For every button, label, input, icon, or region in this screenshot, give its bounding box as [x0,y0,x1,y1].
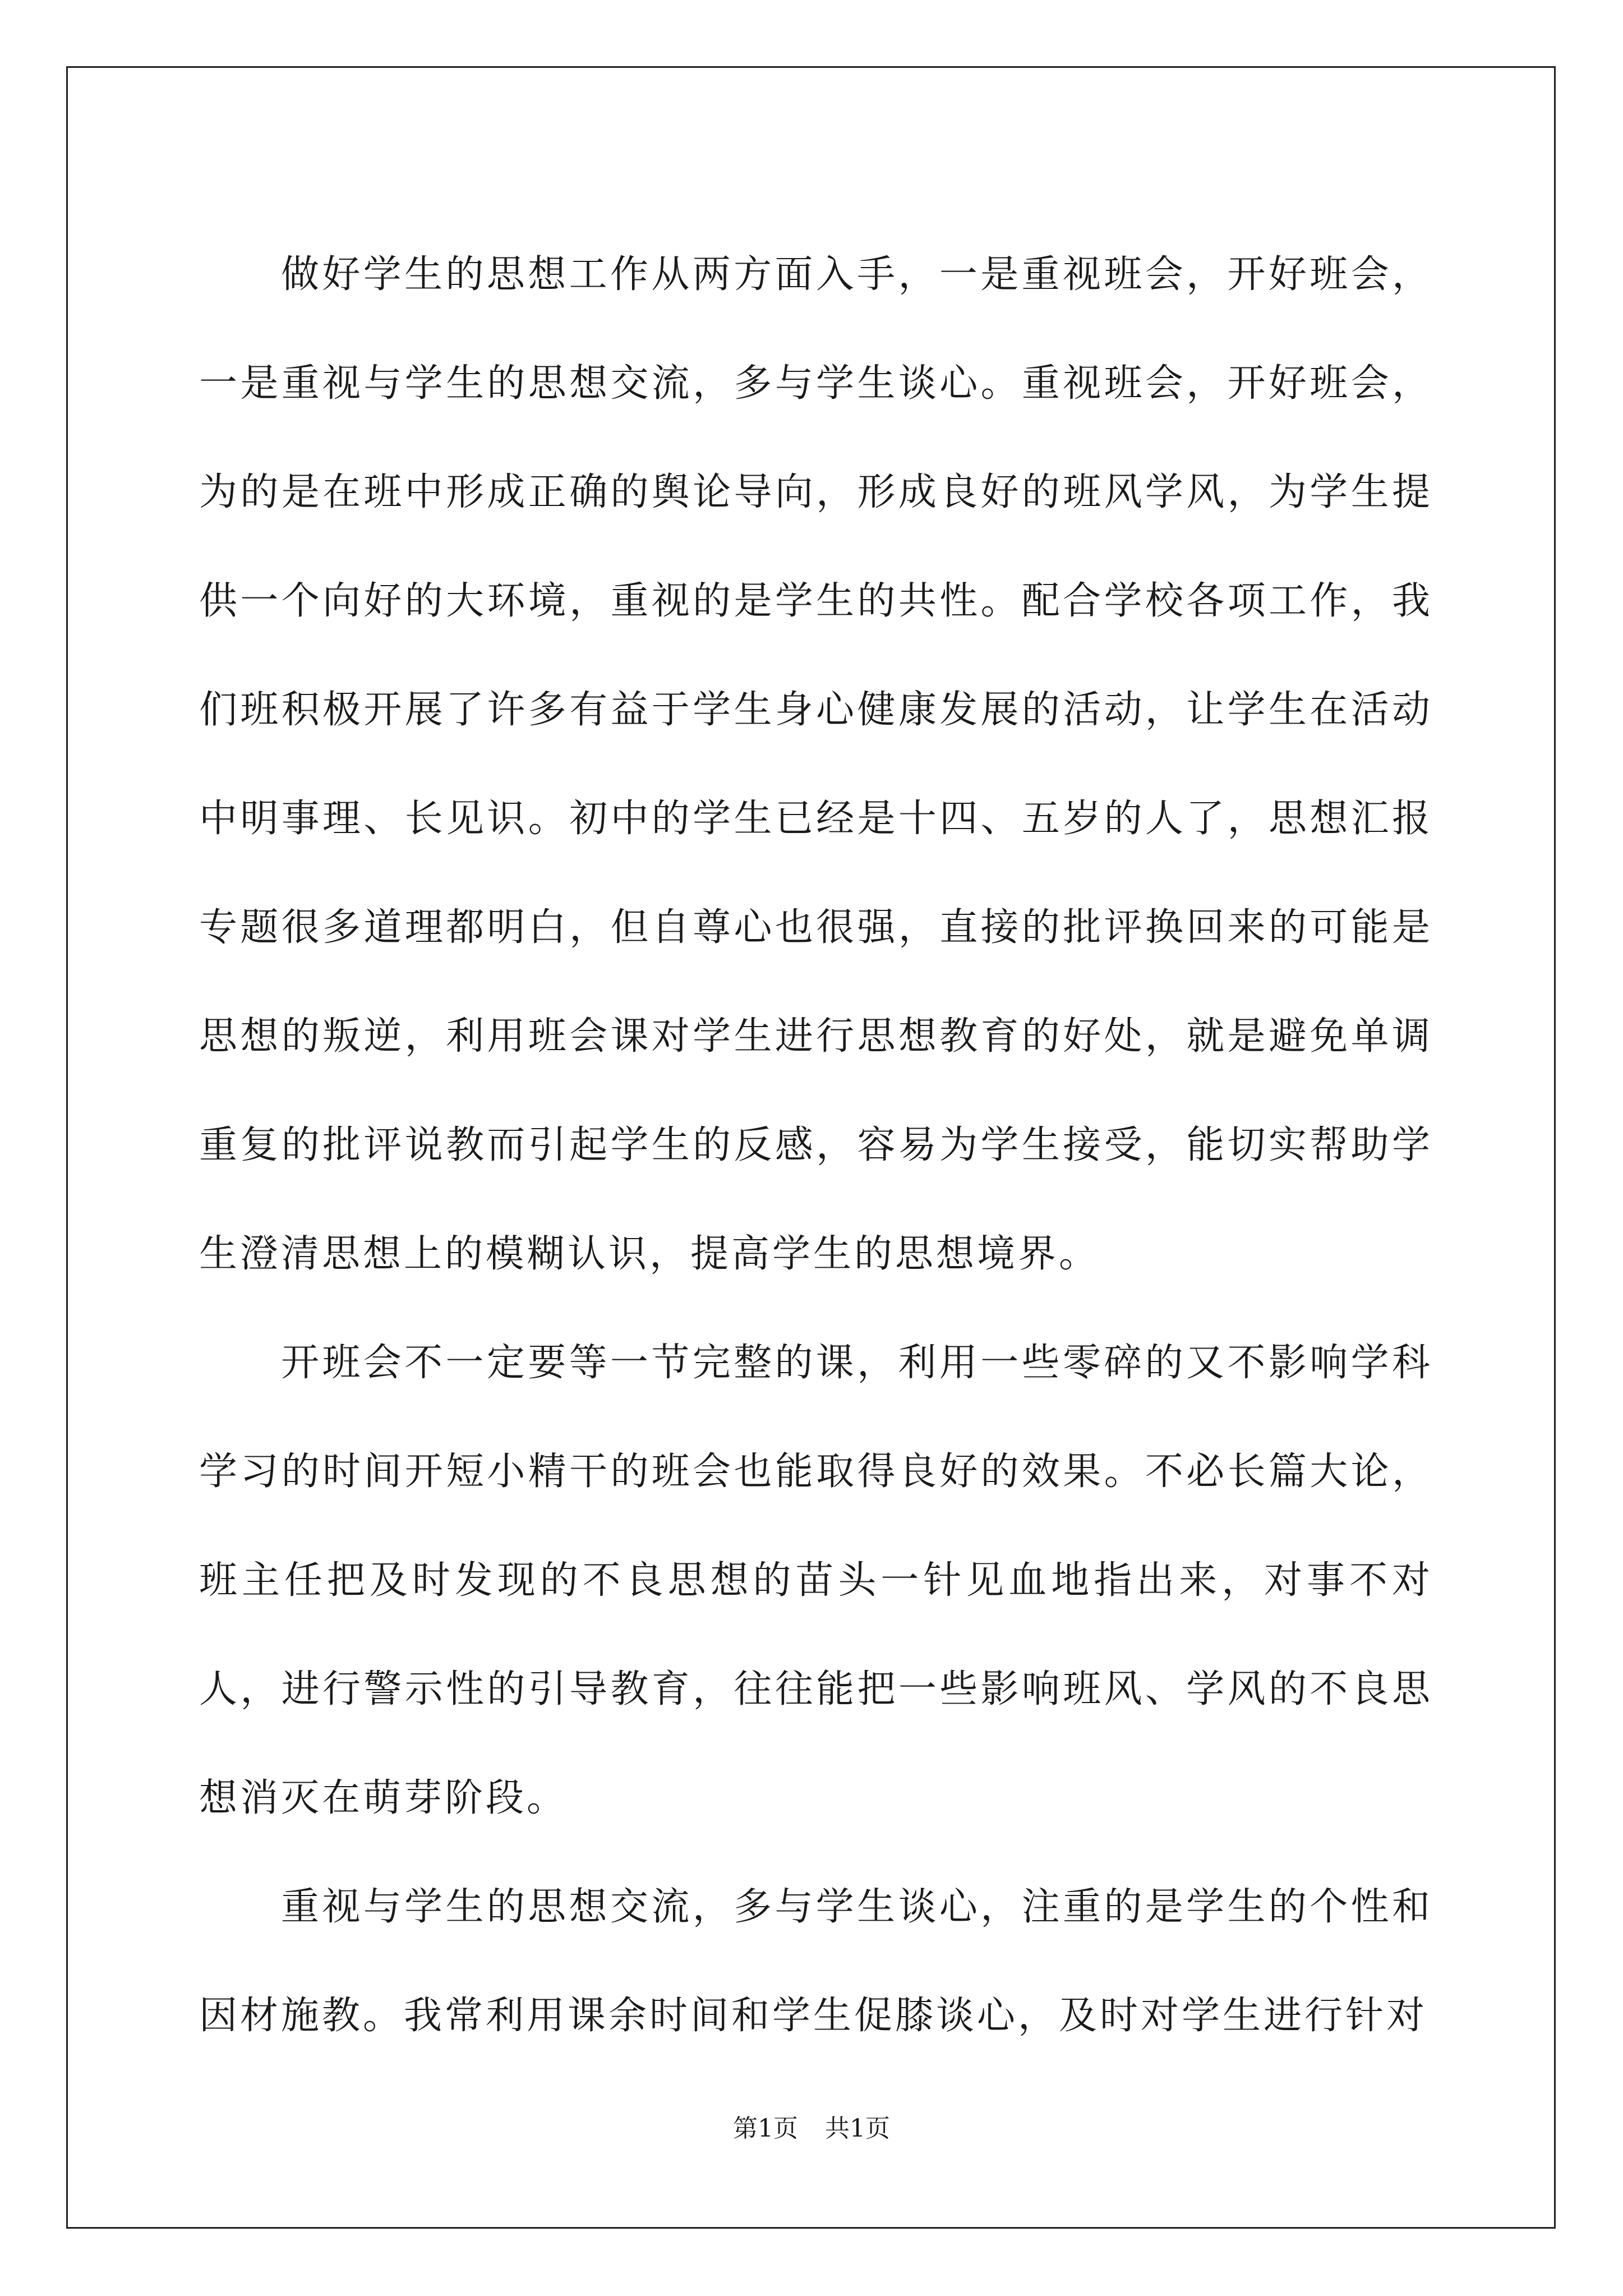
page-number-total: 共1页 [825,2114,890,2143]
paragraph-2: 开班会不一定要等一节完整的课，利用一些零碎的又不影响学科学习的时间开短小精干的班会也能取得良好的效果。不必长篇大论，班主任把及时发现的不良思想的苗头一针见血地指出来，对事不对人，进行警示性的引导教育，往往能把一些影响班风、学风的不良思想消灭在萌芽阶段。 [199,1341,1433,1820]
page-footer [0,2112,1623,2146]
paragraph-3: 重视与学生的思想交流，多与学生谈心，注重的是学生的个性和因材施教。我常利用课余时间和学生促膝谈心，及时对学生进行针对 [199,1885,1433,2038]
page-number-current: 第1页 [733,2114,798,2143]
paragraph-1: 做好学生的思想工作从两方面入手，一是重视班会，开好班会，一是重视与学生的思想交流，多与学生谈心。重视班会，开好班会，为的是在班中形成正确的舆论导向，形成良好的班风学风，为学生提供一个向好的大环境，重视的是学生的共性。配合学校各项工作，我们班积极开展了许多有益于学生身心健康发展的活动，让学生在活动中明事理、长见识。初中的学生已经是十四、五岁的人了，思想汇报专题很多道理都明白，但自尊心也很强，直接的批评换回来的可能是思想的叛逆，利用班会课对学生进行思想教育的好处，就是避免单调重复的批评说教而引起学生的反感，容易为学生接受，能切实帮助学生澄清思想上的模糊认识，提高学生的思想境界。 [199,252,1433,1276]
document-body [199,220,1433,2070]
